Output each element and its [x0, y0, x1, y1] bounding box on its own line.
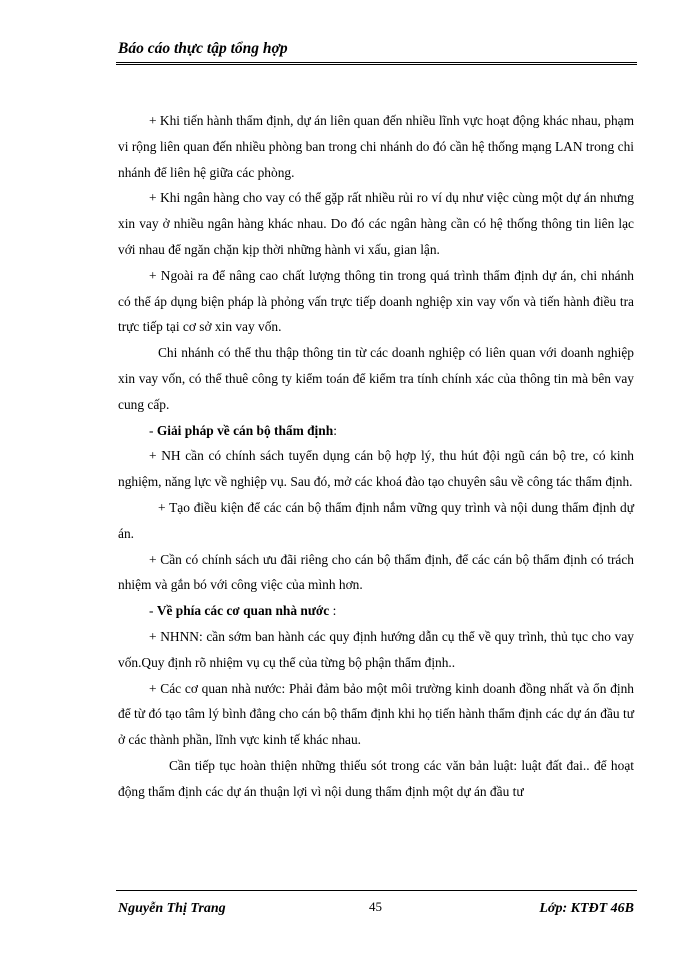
footer-class: Lớp: KTĐT 46B [539, 901, 634, 916]
paragraph-recruitment: + NH cần có chính sách tuyển dụng cán bộ hợp lý, thu hút đội ngũ cán bộ tre, có kinh nghiệm, năng lực về nghiệp vụ. Sau đó, mở các khoá đào tạo chuyên sâu về công tác thẩm định. [118, 448, 634, 490]
heading-government-prefix: - [149, 603, 157, 619]
paragraph-sbv: + NHNN: cần sớm ban hành các quy định hướng dẫn cụ thể về quy trình, thủ tục cho vay vốn.Quy định rõ nhiệm vụ cụ thể của từng bộ phận thẩm định.. [118, 628, 634, 670]
footer-author: Nguyễn Thị Trang [118, 901, 226, 916]
heading-government-suffix: : [329, 603, 337, 619]
document-body [118, 108, 634, 805]
heading-staff-suffix: : [333, 422, 337, 438]
header-divider [116, 62, 637, 63]
footer-divider [116, 890, 637, 891]
paragraph-interview: + Ngoài ra để nâng cao chất lượng thông tin trong quá trình thẩm định dự án, chi nhánh có thể áp dụng biện pháp là phỏng vấn trực tiếp doanh nghiệp xin vay vốn và tiến hành điều tra trực tiếp tại cơ sở xin vay vốn. [118, 267, 634, 335]
paragraph-collect-info: Chi nhánh có thể thu thập thông tin từ các doanh nghiệp có liên quan với doanh nghiệp xin vay vốn, có thể thuê công ty kiểm toán để kiểm tra tính chính xác của thông tin mà bên vay cung cấp. [118, 345, 634, 412]
paragraph-procedures: + Tạo điều kiện để các cán bộ thẩm định nắm vững quy trình và nội dung thẩm định dự án. [118, 499, 634, 541]
section-heading-government [118, 598, 634, 624]
heading-staff-prefix: - [149, 422, 157, 438]
section-heading-staff [118, 418, 634, 444]
page-number: 45 [369, 899, 382, 914]
paragraph-legal-docs: Cần tiếp tục hoàn thiện những thiếu sót trong các văn bản luật: luật đất đai.. để hoạt động thẩm định các dự án thuận lợi vì nội dung thẩm định một dự án đầu tư [118, 757, 634, 799]
paragraph-bank-risk: + Khi ngân hàng cho vay có thể gặp rất nhiều rủi ro ví dụ như việc cùng một dự án nhưng xin vay ở nhiều ngân hàng khác nhau. Do đó các ngân hàng cần có hệ thống thông tin liên lạc với nhau để ngăn chặn kịp thời những hành vi xấu, gian lận. [118, 190, 634, 257]
page-header-title: Báo cáo thực tập tổng hợp [118, 40, 288, 57]
header-divider-secondary [116, 64, 637, 65]
paragraph-lan-network: + Khi tiến hành thẩm định, dự án liên quan đến nhiều lĩnh vực hoạt động khác nhau, phạm vi rộng liên quan đến nhiều phòng ban trong chi nhánh do đó cần hệ thống mạng LAN trong chi nhánh để liên hệ giữa các phòng. [118, 113, 634, 180]
paragraph-state-agencies: + Các cơ quan nhà nước: Phải đảm bảo một môi trường kinh doanh đồng nhất và ổn định để từ đó tạo tâm lý bình đẳng cho cán bộ thẩm định khi họ tiến hành thẩm định các dự án đầu tư ở các thành phần, lĩnh vực kinh tế khác nhau. [118, 680, 634, 748]
heading-staff-title: Giải pháp về cán bộ thẩm định [156, 422, 334, 438]
heading-government-title: Về phía các cơ quan nhà nước [156, 603, 330, 619]
paragraph-incentives: + Cần có chính sách ưu đãi riêng cho cán bộ thẩm định, để các cán bộ thẩm định có trách nhiệm và gắn bó với công việc của mình hơn. [118, 551, 634, 593]
